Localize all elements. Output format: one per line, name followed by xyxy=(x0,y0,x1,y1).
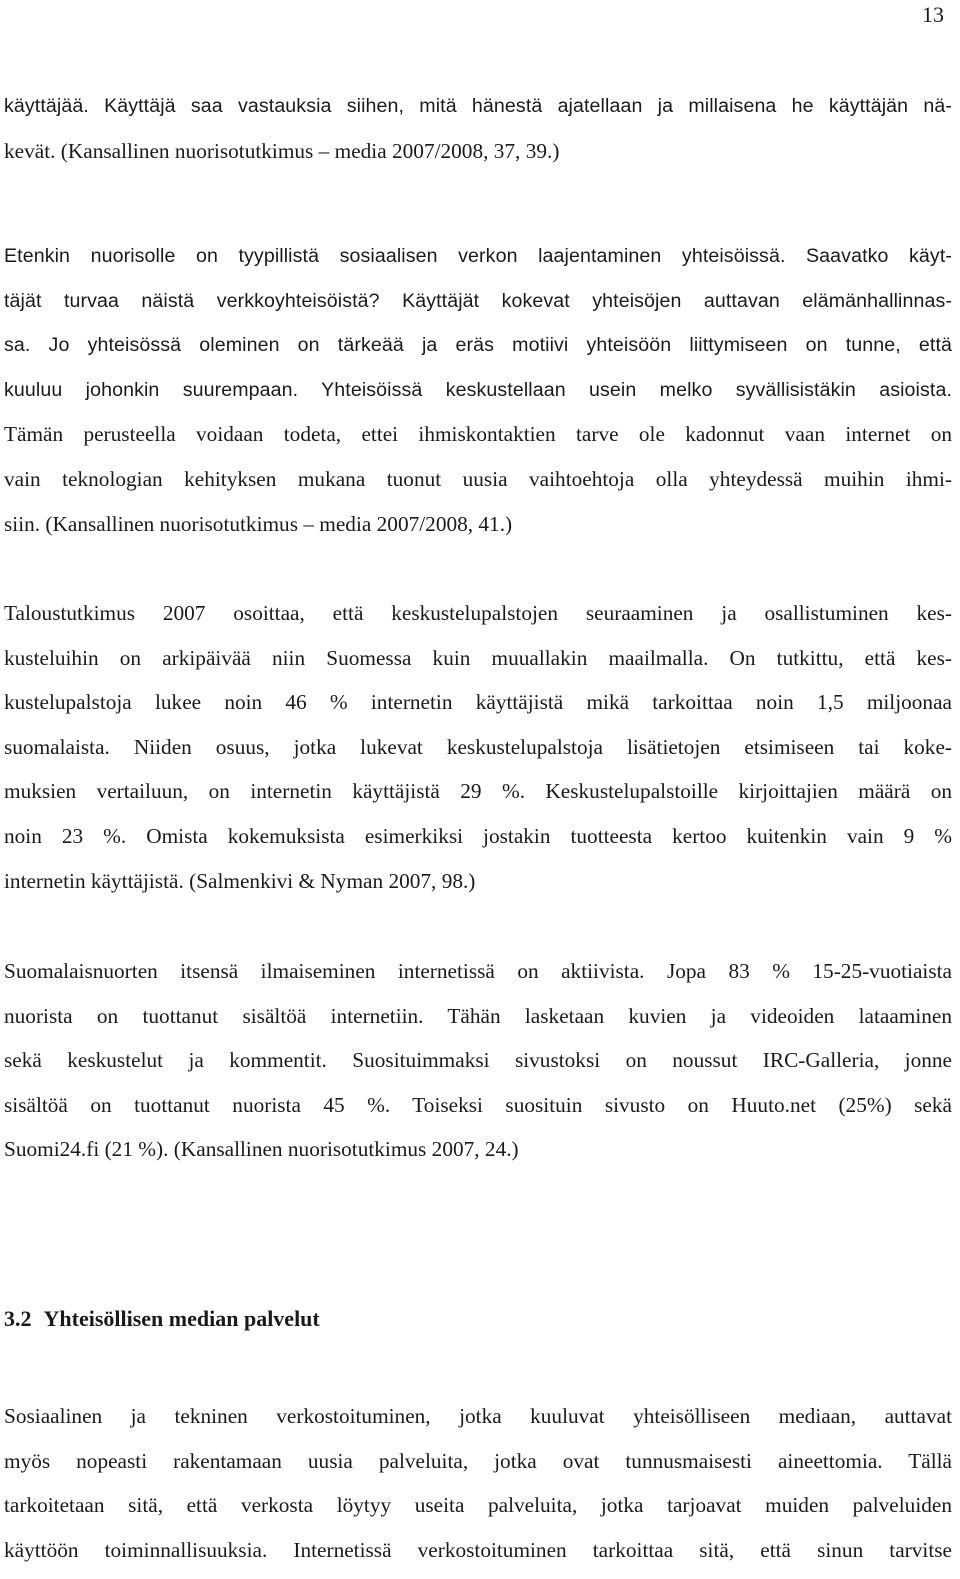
text-line: Suomi24.fi (21 %). (Kansallinen nuorisotutkimus 2007, 24.) xyxy=(4,1137,519,1162)
text-line: Suomalaisnuorten itsensä ilmaiseminen internetissä on aktiivista. Jopa 83 % 15-25-vuotiaista xyxy=(4,959,952,983)
text-line: internetin käyttäjistä. (Salmenkivi & Nyman 2007, 98.) xyxy=(4,868,476,893)
text-line: tarkoitetaan sitä, että verkosta löytyy useita palveluita, jotka tarjoavat muiden palveluiden xyxy=(4,1493,952,1518)
text-line: kevät. (Kansallinen nuorisotutkimus – media 2007/2008, 37, 39.) xyxy=(4,138,560,163)
text-line: sekä keskustelut ja kommentit. Suosituimmaksi sivustoksi on noussut IRC-Galleria, jonne xyxy=(4,1048,952,1073)
text-line: siin. (Kansallinen nuorisotutkimus – media 2007/2008, 41.) xyxy=(4,511,513,536)
section-title: Yhteisöllisen median palvelut xyxy=(43,1306,320,1331)
paragraph-5 xyxy=(4,1394,952,1572)
paragraph-4 xyxy=(4,949,952,1172)
text-line: sa. Jo yhteisössä oleminen on tärkeää ja eräs motiivi yhteisöön liittymiseen on tunne, että xyxy=(4,334,952,357)
text-line: kusteluihin on arkipäivää niin Suomessa kuin muuallakin maailmalla. On tutkittu, että kes- xyxy=(4,645,952,670)
text-line: käyttäjää. Käyttäjä saa vastauksia siihen, mitä hänestä ajatellaan ja millaisena he käyttäjän nä- xyxy=(4,95,952,117)
section-heading xyxy=(4,1297,320,1341)
paragraph-1 xyxy=(4,84,952,173)
text-line: vain teknologian kehityksen mukana tuonut uusia vaihtoehtoja olla yhteydessä muihin ihmi- xyxy=(4,466,952,491)
text-line: täjät turvaa näistä verkkoyhteisöistä? Käyttäjät kokevat yhteisöjen auttavan elämänhallinnas- xyxy=(4,289,952,312)
text-line: kustelupalstoja lukee noin 46 % internetin käyttäjistä mikä tarkoittaa noin 1,5 miljoonaa xyxy=(4,690,952,715)
paragraph-2 xyxy=(4,234,952,546)
text-line: Sosiaalinen ja tekninen verkostoituminen, jotka kuuluvat yhteisölliseen mediaan, auttavat xyxy=(4,1404,952,1428)
text-line: myös nopeasti rakentamaan uusia palveluita, jotka ovat tunnusmaisesti aineettomia. Tällä xyxy=(4,1448,952,1473)
text-line: Etenkin nuorisolle on tyypillistä sosiaalisen verkon laajentaminen yhteisöissä. Saavatko käyt- xyxy=(4,245,952,267)
text-line: sisältöä on tuottanut nuorista 45 %. Toiseksi suosituin sivusto on Huuto.net (25%) sekä xyxy=(4,1092,952,1117)
text-line: noin 23 %. Omista kokemuksista esimerkiksi jostakin tuotteesta kertoo kuitenkin vain 9 % xyxy=(4,823,952,848)
text-line: suomalaista. Niiden osuus, jotka lukevat keskustelupalstoja lisätietojen etsimiseen tai koke- xyxy=(4,734,952,759)
paragraph-3 xyxy=(4,591,952,903)
text-line: muksien vertailuun, on internetin käyttäjistä 29 %. Keskustelupalstoille kirjoittajien määrä on xyxy=(4,779,952,804)
page-number: 13 xyxy=(922,2,944,27)
text-line: nuorista on tuottanut sisältöä internetiin. Tähän lasketaan kuvien ja videoiden lataaminen xyxy=(4,1003,952,1028)
text-line: Taloustutkimus 2007 osoittaa, että keskustelupalstojen seuraaminen ja osallistuminen kes- xyxy=(4,601,952,625)
text-line: käyttöön toiminnallisuuksia. Internetissä verkostoituminen tarkoittaa sitä, että sinun tarvitse xyxy=(4,1537,952,1562)
section-number: 3.2 xyxy=(4,1306,32,1331)
text-line: kuuluu johonkin suurempaan. Yhteisöissä keskustellaan usein melko syvällisistäkin asioista. xyxy=(4,378,952,401)
text-line: Tämän perusteella voidaan todeta, ettei ihmiskontaktien tarve ole kadonnut vaan internet on xyxy=(4,422,952,447)
